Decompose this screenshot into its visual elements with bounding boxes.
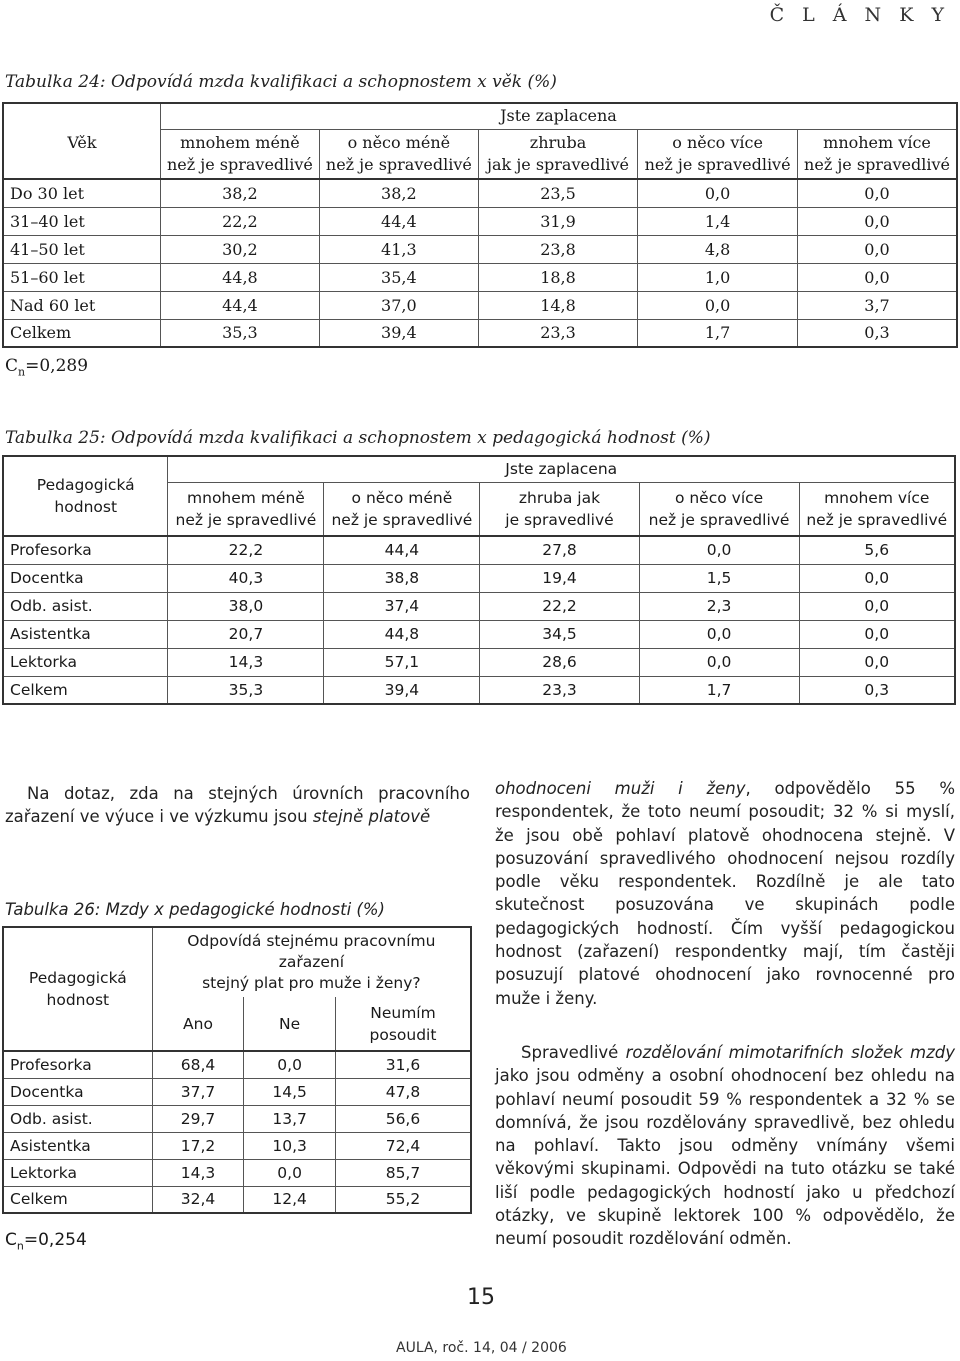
cell: 31,9 (478, 207, 637, 235)
right-paragraph-2-start: Spravedlivé (521, 1043, 626, 1062)
cell: 1,5 (639, 564, 799, 592)
table26-group-header-line: stejný plat pro muže i ženy? (202, 974, 421, 992)
table24-col-header-line: mnohem méně (180, 132, 300, 152)
table-row (3, 1105, 471, 1132)
row-label: Lektorka (3, 648, 168, 676)
cell: 1,4 (638, 207, 798, 235)
cell: 1,7 (638, 319, 798, 347)
row-label: 31–40 let (3, 207, 160, 235)
table24 (2, 102, 958, 348)
table-row (3, 319, 957, 347)
cell: 55,2 (335, 1186, 471, 1213)
row-label: Lektorka (3, 1159, 152, 1186)
cell: 38,8 (324, 564, 480, 592)
table25-row-header-line: Pedagogická (36, 476, 135, 494)
cell: 72,4 (335, 1132, 471, 1159)
left-paragraph-line: zařazení ve výuce i ve výzkumu jsou (5, 807, 313, 827)
table24-col-header-line: zhruba (529, 132, 587, 152)
table25-col-header-line: o něco méně (351, 488, 453, 507)
cell: 27,8 (480, 536, 639, 564)
table25-col-header (168, 482, 324, 536)
table25-col-header (324, 482, 480, 536)
table25-group-header: Jste zaplacena (168, 456, 955, 482)
row-label: Celkem (3, 319, 160, 347)
table-row (3, 536, 955, 564)
table25-col-header-line: než je spravedlivé (175, 510, 317, 529)
cell: 22,2 (160, 207, 319, 235)
cell: 20,7 (168, 620, 324, 648)
table-row (3, 592, 955, 620)
table-row (3, 1186, 471, 1213)
cell: 0,0 (798, 235, 957, 263)
cell: 23,8 (478, 235, 637, 263)
table26-group-header (152, 927, 471, 997)
cell: 35,3 (160, 319, 319, 347)
cell: 32,4 (152, 1186, 244, 1213)
table24-col-header-line: než je spravedlivé (804, 154, 950, 174)
cn-symbol: C (5, 356, 19, 376)
table25-col-header-line: než je spravedlivé (648, 510, 790, 529)
table26-row-header-line: Pedagogická (28, 969, 127, 987)
cell: 0,0 (244, 1159, 336, 1186)
table-row (3, 676, 955, 704)
cell: 0,0 (798, 263, 957, 291)
cell: 0,0 (244, 1051, 336, 1078)
cell: 0,3 (799, 676, 955, 704)
cell: 14,3 (152, 1159, 244, 1186)
cell: 41,3 (319, 235, 478, 263)
cell: 14,5 (244, 1078, 336, 1105)
right-paragraph-2 (495, 1041, 955, 1251)
cell: 0,0 (799, 648, 955, 676)
table-row (3, 207, 957, 235)
cell: 3,7 (798, 291, 957, 319)
table26-group-header-line: Odpovídá stejnému pracovnímu (187, 932, 436, 950)
right-paragraph-2-text: jako jsou odměny a osobní ohodnocení bez ohledu na pohlaví neumí posoudit 59 % respondentek a 32 % se domnívá, že jsou rozdělovány spravedlivě, bez ohledu na pohlaví. Takto jsou odměny vnímány všemi věkovými skupinami. Odpovědi na tuto otázku se také liší podle pedagogických hodností jako u předchozí otázky, ve skupině lektorek 100 % odpovědělo, že neumí posoudit rozdělování odměn. (495, 1066, 955, 1249)
cell: 1,0 (638, 263, 798, 291)
cell: 19,4 (480, 564, 639, 592)
section-tag: Č L Á N K Y (769, 4, 950, 26)
table26-caption: Tabulka 26: Mzdy x pedagogické hodnosti (%) (5, 900, 385, 919)
cell: 44,4 (319, 207, 478, 235)
cell: 0,3 (798, 319, 957, 347)
cn-subscript: n (18, 365, 26, 379)
cell: 0,0 (639, 648, 799, 676)
table24-group-header: Jste zaplacena (160, 103, 957, 129)
left-paragraph-line: Na dotaz, zda na stejných úrovních pracovního (27, 784, 470, 803)
table24-col-header-line: o něco více (672, 132, 763, 152)
table-row (3, 179, 957, 207)
row-label: 51–60 let (3, 263, 160, 291)
cell: 0,0 (799, 592, 955, 620)
table26-row-header-line: hodnost (46, 991, 110, 1009)
cell: 56,6 (335, 1105, 471, 1132)
cell: 37,7 (152, 1078, 244, 1105)
cell: 57,1 (324, 648, 480, 676)
row-label: Celkem (3, 1186, 152, 1213)
right-paragraph-1-text: , odpovědělo 55 % respondentek, že toto neumí posoudit; 32 % si myslí, že jsou obě pohlaví platově ohodnocena stejně. V posuzování spravedlivého ohodnocení nejsou rozdíly podle věku respondentek. Rozdílně je ale tato skutečnost posuzována ve skupinách podle pedagogických hodností. Čím vyšší pedagogickou hodnost (zařazení) respondentky mají, tím častěji posuzují platové ohodnocení jako rovnocenné pro muže i ženy. (495, 779, 955, 1008)
table24-col-header-line: než je spravedlivé (325, 154, 472, 174)
cell: 0,0 (798, 207, 957, 235)
cell: 0,0 (639, 620, 799, 648)
row-label: Profesorka (3, 1051, 152, 1078)
table24-col-header-line: než je spravedlivé (166, 154, 313, 174)
row-label: Docentka (3, 564, 168, 592)
cn-symbol: C (5, 1230, 17, 1250)
cell: 28,6 (480, 648, 639, 676)
row-label: 41–50 let (3, 235, 160, 263)
right-paragraph-1-italic: ohodnoceni muži i ženy (495, 779, 746, 798)
table24-col-header-line: než je spravedlivé (644, 154, 791, 174)
cell: 23,5 (478, 179, 637, 207)
cell: 44,4 (160, 291, 319, 319)
cell: 68,4 (152, 1051, 244, 1078)
cell: 14,8 (478, 291, 637, 319)
cell: 18,8 (478, 263, 637, 291)
cell: 23,3 (478, 319, 637, 347)
table25-caption: Tabulka 25: Odpovídá mzda kvalifikaci a schopnostem x pedagogická hodnost (%) (5, 428, 711, 448)
table-row (3, 1159, 471, 1186)
cell: 47,8 (335, 1078, 471, 1105)
page-number: 15 (467, 1285, 495, 1310)
table26-col-header-line: Neumím (370, 1003, 436, 1022)
cell: 23,3 (480, 676, 639, 704)
cell: 39,4 (324, 676, 480, 704)
cell: 13,7 (244, 1105, 336, 1132)
table26-row-header (3, 927, 152, 1051)
cell: 0,0 (798, 179, 957, 207)
table25-col-header (639, 482, 799, 536)
left-paragraph (5, 782, 470, 829)
journal-footer: AULA, roč. 14, 04 / 2006 (396, 1340, 567, 1356)
table24-col-header (319, 129, 478, 179)
cell: 37,0 (319, 291, 478, 319)
table25-col-header-line: je spravedlivé (505, 510, 614, 529)
table-row (3, 263, 957, 291)
table24-row-header: Věk (3, 103, 160, 179)
table26 (2, 926, 472, 1214)
cell: 1,7 (639, 676, 799, 704)
table-row (3, 564, 955, 592)
cell: 22,2 (168, 536, 324, 564)
row-label: Do 30 let (3, 179, 160, 207)
table26-col-header-line: posoudit (369, 1025, 437, 1044)
table-row (3, 620, 955, 648)
cell: 44,8 (160, 263, 319, 291)
table-row (3, 1078, 471, 1105)
cell: 44,8 (324, 620, 480, 648)
row-label: Nad 60 let (3, 291, 160, 319)
cell: 29,7 (152, 1105, 244, 1132)
cell: 12,4 (244, 1186, 336, 1213)
table25-col-header-line: než je spravedlivé (331, 510, 473, 529)
cell: 38,2 (319, 179, 478, 207)
table-row (3, 291, 957, 319)
cell: 10,3 (244, 1132, 336, 1159)
cell: 31,6 (335, 1051, 471, 1078)
table25-row-header (3, 456, 168, 536)
table24-col-header-line: jak je spravedlivé (487, 154, 629, 174)
cell: 4,8 (638, 235, 798, 263)
row-label: Odb. asist. (3, 1105, 152, 1132)
table25-col-header (799, 482, 955, 536)
table25-row-header-line: hodnost (54, 498, 118, 516)
cn-value: =0,289 (25, 356, 89, 376)
cell: 35,4 (319, 263, 478, 291)
cell: 38,2 (160, 179, 319, 207)
cell: 0,0 (639, 536, 799, 564)
cell: 38,0 (168, 592, 324, 620)
cn-value: =0,254 (23, 1230, 87, 1250)
table25-col-header-line: o něco více (674, 488, 764, 507)
row-label: Profesorka (3, 536, 168, 564)
table24-caption: Tabulka 24: Odpovídá mzda kvalifikaci a schopnostem x věk (%) (5, 72, 557, 92)
cn-subscript: n (16, 1239, 24, 1253)
cell: 85,7 (335, 1159, 471, 1186)
table25-col-header-line: mnohem více (824, 488, 930, 507)
cell: 5,6 (799, 536, 955, 564)
table25-col-header (480, 482, 639, 536)
row-label: Celkem (3, 676, 168, 704)
table24-col-header-line: o něco méně (347, 132, 451, 152)
cell: 39,4 (319, 319, 478, 347)
table-row (3, 1051, 471, 1078)
table24-col-header-line: mnohem více (823, 132, 931, 152)
table24-col-header (478, 129, 637, 179)
cell: 2,3 (639, 592, 799, 620)
right-paragraph-1 (495, 777, 955, 1010)
table-row (3, 1132, 471, 1159)
cell: 0,0 (799, 564, 955, 592)
table26-col-header: Ano (152, 997, 244, 1051)
table26-col-header: Ne (244, 997, 336, 1051)
table-row (3, 648, 955, 676)
table24-col-header (638, 129, 798, 179)
table26-contingency-coefficient (5, 1230, 87, 1252)
cell: 17,2 (152, 1132, 244, 1159)
right-paragraph-2-italic: rozdělování mimotarifních složek mzdy (625, 1043, 956, 1062)
row-label: Asistentka (3, 620, 168, 648)
table25-col-header-line: zhruba jak (518, 488, 601, 507)
table24-col-header (160, 129, 319, 179)
table-row (3, 235, 957, 263)
table25 (2, 455, 956, 705)
row-label: Asistentka (3, 1132, 152, 1159)
cell: 40,3 (168, 564, 324, 592)
cell: 14,3 (168, 648, 324, 676)
cell: 44,4 (324, 536, 480, 564)
row-label: Odb. asist. (3, 592, 168, 620)
table24-contingency-coefficient (5, 356, 88, 378)
table25-col-header-line: mnohem méně (187, 488, 305, 507)
table26-group-header-line: zařazení (278, 953, 344, 971)
cell: 22,2 (480, 592, 639, 620)
cell: 0,0 (638, 179, 798, 207)
cell: 30,2 (160, 235, 319, 263)
cell: 34,5 (480, 620, 639, 648)
table25-col-header-line: než je spravedlivé (806, 510, 948, 529)
cell: 37,4 (324, 592, 480, 620)
table24-col-header (798, 129, 957, 179)
table26-col-header (335, 997, 471, 1051)
cell: 35,3 (168, 676, 324, 704)
cell: 0,0 (638, 291, 798, 319)
row-label: Docentka (3, 1078, 152, 1105)
left-paragraph-italic: stejně platově (312, 807, 431, 827)
cell: 0,0 (799, 620, 955, 648)
